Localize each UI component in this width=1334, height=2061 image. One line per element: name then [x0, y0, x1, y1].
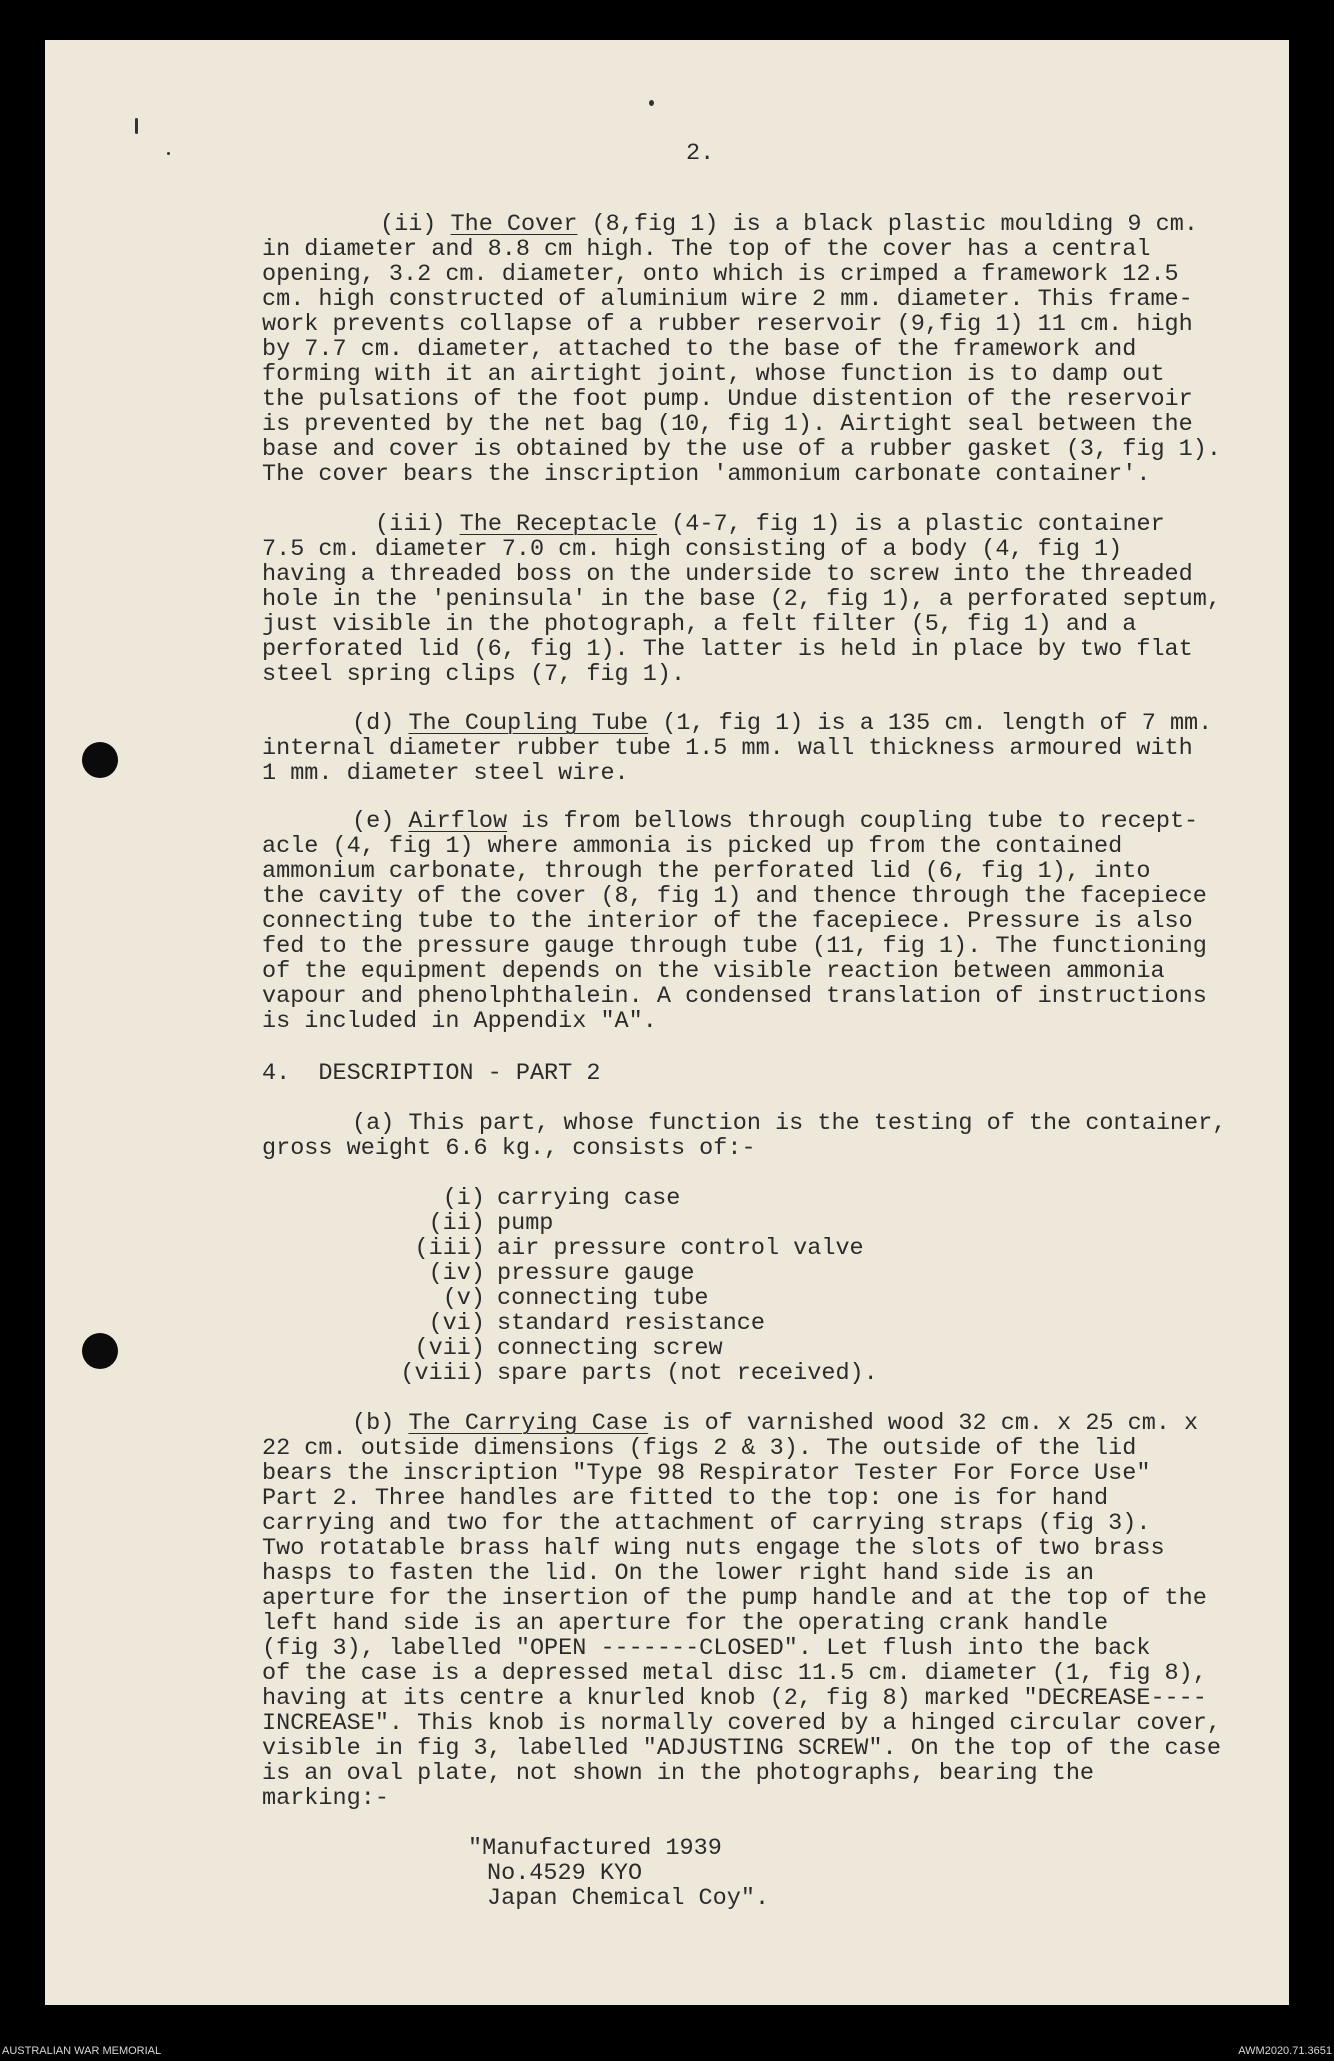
part-a-line: gross weight 6.6 kg., consists of:-: [262, 1135, 756, 1162]
footer-source: AUSTRALIAN WAR MEMORIAL: [2, 2045, 162, 2057]
receptacle-line: just visible in the photograph, a felt filter (5, fig 1) and a: [262, 611, 1137, 638]
part-a-line: (a) This part, whose function is the testing of the container,: [352, 1110, 1227, 1137]
airflow-line: the cavity of the cover (8, fig 1) and thence through the facepiece: [262, 883, 1207, 910]
list-item-number: (iv): [428, 1260, 485, 1287]
part-b-line: carrying and two for the attachment of carrying straps (fig 3).: [262, 1510, 1151, 1537]
marking-line: "Manufactured 1939: [468, 1835, 722, 1862]
coupling-label: (d): [352, 710, 409, 737]
cover-line: base and cover is obtained by the use of a rubber gasket (3, fig 1).: [262, 436, 1221, 463]
part-b-line: visible in fig 3, labelled "ADJUSTING SCREW". On the top of the case: [262, 1735, 1221, 1762]
cover-line: opening, 3.2 cm. diameter, onto which is crimped a framework 12.5: [262, 261, 1179, 288]
part-b-line: is an oval plate, not shown in the photographs, bearing the: [262, 1760, 1095, 1787]
airflow-line: fed to the pressure gauge through tube (11, fig 1). The functioning: [262, 933, 1207, 960]
ink-speck: [167, 152, 170, 155]
airflow-label: (e): [352, 808, 409, 835]
part-b-line: INCREASE". This knob is normally covered by a hinged circular cover,: [262, 1710, 1221, 1737]
list-item-number: (i): [442, 1185, 485, 1212]
list-item-text: spare parts (not received).: [497, 1360, 878, 1387]
coupling-text: (1, fig 1) is a 135 cm. length of 7 mm.: [648, 710, 1213, 737]
cover-text: (8,fig 1) is a black plastic moulding 9 cm.: [577, 211, 1198, 238]
airflow-line: [352, 810, 1198, 834]
marking-line: Japan Chemical Coy".: [487, 1885, 770, 1912]
part-b-line: having at its centre a knurled knob (2, fig 8) marked "DECREASE----: [262, 1685, 1207, 1712]
part-b-line: of the case is a depressed metal disc 11.5 cm. diameter (1, fig 8),: [262, 1660, 1207, 1687]
coupling-line: [352, 712, 1212, 736]
ink-speck: [649, 100, 654, 106]
cover-line: The cover bears the inscription 'ammonium carbonate container'.: [262, 461, 1151, 488]
cover-line: forming with it an airtight joint, whose function is to damp out: [262, 361, 1165, 388]
receptacle-line: having a threaded boss on the underside to screw into the threaded: [262, 561, 1193, 588]
coupling-heading: The Coupling Tube: [408, 710, 649, 737]
cover-line: cm. high constructed of aluminium wire 2 mm. diameter. This frame-: [262, 286, 1193, 313]
list-item-number: (viii): [400, 1360, 485, 1387]
marking-line: No.4529 KYO: [487, 1860, 643, 1887]
footer-accession-number: AWM2020.71.3651: [1238, 2045, 1332, 2057]
receptacle-line: perforated lid (6, fig 1). The latter is held in place by two flat: [262, 636, 1193, 663]
list-item-text: connecting tube: [497, 1285, 709, 1312]
list-item-number: (v): [442, 1285, 485, 1312]
part-b-line: left hand side is an aperture for the operating crank handle: [262, 1610, 1109, 1637]
coupling-line: internal diameter rubber tube 1.5 mm. wall thickness armoured with: [262, 735, 1193, 762]
part-b-line: aperture for the insertion of the pump handle and at the top of the: [262, 1585, 1207, 1612]
coupling-line: 1 mm. diameter steel wire.: [262, 760, 629, 787]
cover-line: [380, 213, 1198, 237]
cover-line: by 7.7 cm. diameter, attached to the base of the framework and: [262, 336, 1137, 363]
airflow-line: of the equipment depends on the visible reaction between ammonia: [262, 958, 1165, 985]
list-item-text: air pressure control valve: [497, 1235, 864, 1262]
list-item-text: connecting screw: [497, 1335, 723, 1362]
part-b-line: bears the inscription "Type 98 Respirator Tester For Force Use": [262, 1460, 1151, 1487]
airflow-text: is from bellows through coupling tube to recept-: [507, 808, 1199, 835]
receptacle-label: (iii): [375, 511, 460, 538]
list-item-number: (ii): [428, 1210, 485, 1237]
part-b-line: Part 2. Three handles are fitted to the top: one is for hand: [262, 1485, 1109, 1512]
list-item-text: standard resistance: [497, 1310, 765, 1337]
part-b-line: Two rotatable brass half wing nuts engage the slots of two brass: [262, 1535, 1165, 1562]
receptacle-line: steel spring clips (7, fig 1).: [262, 661, 686, 688]
list-item-number: (vi): [428, 1310, 485, 1337]
page-number: 2.: [686, 140, 715, 167]
receptacle-text: (4-7, fig 1) is a plastic container: [657, 511, 1165, 538]
list-item-number: (iii): [414, 1235, 485, 1262]
cover-line: work prevents collapse of a rubber reservoir (9,fig 1) 11 cm. high: [262, 311, 1193, 338]
cover-label: (ii): [380, 211, 451, 238]
airflow-line: ammonium carbonate, through the perforated lid (6, fig 1), into: [262, 858, 1151, 885]
list-item-text: pressure gauge: [497, 1260, 695, 1287]
part-b-line: (fig 3), labelled "OPEN -------CLOSED". Let flush into the back: [262, 1635, 1151, 1662]
receptacle-line: 7.5 cm. diameter 7.0 cm. high consisting of a body (4, fig 1): [262, 536, 1123, 563]
part-b-line: 22 cm. outside dimensions (figs 2 & 3). The outside of the lid: [262, 1435, 1137, 1462]
part-b-line: hasps to fasten the lid. On the lower right hand side is an: [262, 1560, 1095, 1587]
receptacle-heading: The Receptacle: [459, 511, 658, 538]
document-page: [45, 40, 1289, 2005]
cover-line: in diameter and 8.8 cm high. The top of the cover has a central: [262, 236, 1151, 263]
cover-heading: The Cover: [450, 211, 578, 238]
punch-hole: [82, 1333, 118, 1369]
airflow-line: connecting tube to the interior of the facepiece. Pressure is also: [262, 908, 1193, 935]
part-b-label: (b): [352, 1410, 409, 1437]
list-item-text: carrying case: [497, 1185, 681, 1212]
airflow-line: is included in Appendix "A".: [262, 1008, 657, 1035]
cover-line: the pulsations of the foot pump. Undue distention of the reservoir: [262, 386, 1193, 413]
part-b-line: [352, 1412, 1198, 1436]
part-b-text: is of varnished wood 32 cm. x 25 cm. x: [648, 1410, 1199, 1437]
airflow-line: vapour and phenolphthalein. A condensed translation of instructions: [262, 983, 1207, 1010]
airflow-heading: Airflow: [408, 808, 508, 835]
airflow-line: acle (4, fig 1) where ammonia is picked up from the contained: [262, 833, 1123, 860]
ink-speck: [135, 118, 138, 134]
cover-line: is prevented by the net bag (10, fig 1). Airtight seal between the: [262, 411, 1193, 438]
list-item-number: (vii): [414, 1335, 485, 1362]
part-b-heading: The Carrying Case: [408, 1410, 649, 1437]
list-item-text: pump: [497, 1210, 554, 1237]
punch-hole: [82, 742, 118, 778]
section-heading: 4. DESCRIPTION - PART 2: [262, 1060, 601, 1087]
part-b-line: marking:-: [262, 1785, 389, 1812]
receptacle-line: [375, 513, 1165, 537]
receptacle-line: hole in the 'peninsula' in the base (2, fig 1), a perforated septum,: [262, 586, 1221, 613]
